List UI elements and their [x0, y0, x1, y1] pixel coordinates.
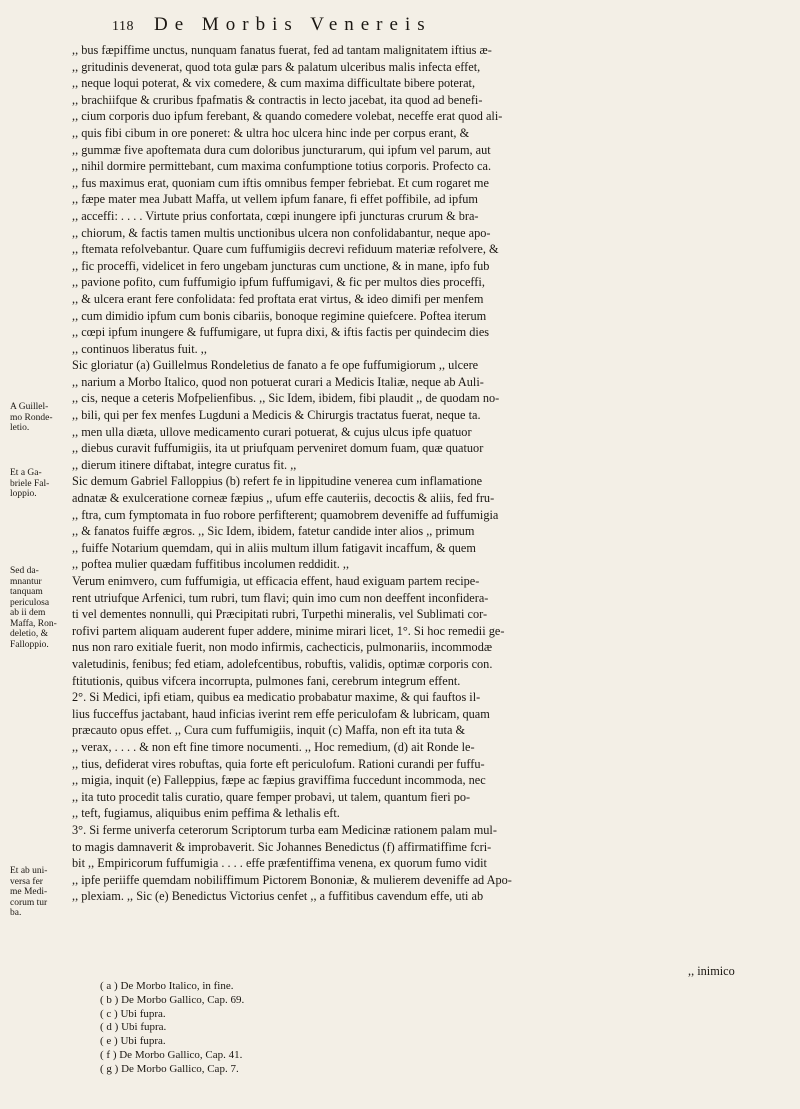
- text-line: ,, bili, qui per fex menfes Lugduni a Medicis & Chirurgis tractatus fuerat, neque ta.: [72, 408, 481, 423]
- text-line: ti vel dementes nonnulli, qui Præcipitati rubri, Turpethi mineralis, vel Sublimati cor-: [72, 607, 488, 622]
- text-line: ,, cium corporis duo ipfum ferebant, & quando comedere volebat, neceffe erat quod ali-: [72, 109, 503, 124]
- footnote: ( c ) Ubi fupra.: [100, 1007, 166, 1020]
- text-line: ,, fuiffe Notarium quemdam, qui in aliis multum illum fatigavit incaffum, & quem: [72, 540, 476, 555]
- text-line: ,, bus fæpiffime unctus, nunquam fanatus fuerat, fed ad tantam malignitatem iftius æ-: [72, 43, 492, 57]
- margin-notes: [0, 0, 64, 1109]
- text-line: Sic gloriatur (a) Guillelmus Rondeletius de fanato a fe ope fuffumigiorum ,, ulcere: [72, 358, 479, 373]
- text-line: rofivi partem aliquam auderent fuper addere, minime mirari licet, 1°. Si hoc remedii ge-: [72, 623, 505, 638]
- text-line: ,, plexiam. ,, Sic (e) Benedictus Victorius cenfet ,, a fuffitibus cavendum effe, uti ab: [72, 889, 484, 904]
- text-line: ,, ipfe periiffe quemdam nobiliffimum Pictorem Bononiæ, & mulierem deveniffe ad Apo-: [72, 872, 512, 887]
- text-line: to magis damnaverit & improbaverit. Sic Johannes Benedictus (f) affirmatiffime fcri-: [72, 839, 492, 854]
- text-line: ,, fic proceffi, videlicet in fero ungebam juncturas cum unctione, & in mane, ipfo fub: [72, 258, 490, 273]
- text-line: ,, fus maximus erat, quoniam cum iftis omnibus femper febriebat. Et cum rogaret me: [72, 175, 489, 190]
- text-line: ,, narium a Morbo Italico, quod non potuerat curari a Medicis Italiæ, neque ab Auli-: [72, 374, 484, 389]
- text-line: ,, diebus curavit fuffumigiis, ita ut priufquam perveniret domum fuam, quæ quatuor: [72, 441, 484, 456]
- footnote: ( a ) De Morbo Italico, in fine.: [100, 980, 234, 992]
- text-line: Sic demum Gabriel Falloppius (b) refert fe in lippitudine venerea cum inflamatione: [72, 474, 483, 489]
- text-line: ,, nihil dormire permittebant, cum maxima confumptione totius corporis. Profecto ca.: [72, 159, 492, 174]
- margin-note-text: A Guillel- mo Ronde- letio.: [10, 402, 53, 433]
- margin-note-text: Et a Ga- briele Fal- loppio.: [10, 468, 50, 499]
- text-line: ,, ftemata refolvebantur. Quare cum fuffumigiis decrevi refiduum materiæ refolvere, &: [72, 242, 499, 257]
- text-line: ,, brachiifque & cruribus fpafmatis & contractis in lecto jacebat, ita quod ad benefi-: [72, 92, 483, 107]
- footnote: ( e ) Ubi fupra.: [100, 1035, 166, 1048]
- text-line: ,, dierum itinere diftabat, integre curatus fit. ,,: [72, 457, 297, 472]
- text-line: ,, ita tuto procedit talis curatio, quare femper probavi, ut talem, quantum fieri po-: [72, 789, 471, 804]
- text-line: ,, tius, defiderat vires robuftas, quia forte eft periculofum. Rationi curandi per fuffu-: [72, 756, 485, 771]
- text-line: ,, ftra, cum fymptomata in fuo robore perfifterent; quamobrem deveniffe ad fuffumigia: [72, 507, 499, 522]
- text-line: ,, gummæ five apoftemata dura cum doloribus juncturarum, qui ipfum vel parum, aut: [72, 142, 491, 157]
- margin-note-medicorum: [10, 866, 70, 919]
- footnote: ( b ) De Morbo Gallico, Cap. 69.: [100, 993, 245, 1006]
- text-line: Verum enimvero, cum fuffumigia, ut efficacia effent, haud exiguam partem recipe-: [72, 574, 480, 588]
- text-line: ,, chiorum, & factis tamen multis unctionibus ulcera non confolidabantur, neque apo-: [72, 225, 491, 240]
- text-line: bit ,, Empiricorum fuffumigia . . . . effe præfentiffima venena, ex quorum fumo vidit: [72, 856, 487, 871]
- text-line: ,, & fanatos fuiffe ægros. ,, Sic Idem, ibidem, fatetur candide inter alios ,, primum: [72, 524, 475, 539]
- text-line: ,, men ulla diæta, ullove medicamento curari potuerat, & cujus ulcus ipfe quatuor: [72, 424, 472, 439]
- text-line: adnatæ & exulceratione corneæ fæpius ,, ufum effe cauteriis, decoctis & aliis, fed fru-: [72, 491, 495, 506]
- text-line: 2°. Si Medici, ipfi etiam, quibus ea medicatio probabatur maxime, & qui fauftos il-: [72, 690, 481, 705]
- page-header: [112, 14, 752, 36]
- text-line: ,, cis, neque a ceteris Mofpelienfibus. ,, Sic Idem, ibidem, fibi plaudit ,, de quodam no-: [72, 391, 500, 406]
- text-line: lius fucceffus jactabant, haud inficias iverint rem effe periculofam & lubricam, quam: [72, 706, 490, 721]
- margin-note-rondeletius: [10, 402, 70, 434]
- footnote: ( d ) Ubi fupra.: [100, 1021, 167, 1034]
- text-line: ,, fæpe mater mea Jubatt Maffa, ut vellem ipfum fanare, fi effet poffibile, ad ipfum: [72, 192, 479, 207]
- running-title: De Morbis Venereis: [154, 14, 432, 35]
- text-line: præcauto opus effet. ,, Cura cum fuffumigiis, inquit (c) Maffa, non eft ita tuta &: [72, 723, 466, 738]
- catchword: ,, inimico: [688, 964, 735, 978]
- text-line: ,, neque loqui poterat, & vix comedere, & cum maxima difficultate bibere poterat,: [72, 76, 476, 91]
- footnote: ( g ) De Morbo Gallico, Cap. 7.: [100, 1062, 239, 1075]
- text-line: ,, migia, inquit (e) Falleppius, fæpe ac fæpius graviffima fuccedunt incommoda, nec: [72, 773, 486, 788]
- footnote: ( f ) De Morbo Gallico, Cap. 41.: [100, 1048, 243, 1061]
- text-line: valetudinis, fenibus; fed etiam, adolefcentibus, robuftis, validis, optimæ corporis con.: [72, 656, 493, 671]
- text-line: nus non raro exitiale fuerit, non modo infirmis, cachecticis, pulmonariis, incommodæ: [72, 640, 493, 655]
- text-line: ,, & ulcera erant fere confolidata: fed proftata erat virtus, & ideo dimifi per menfem: [72, 291, 484, 306]
- text-line: ,, continuos liberatus fuit. ,,: [72, 341, 207, 356]
- margin-note-text: Sed da- mnantur tanquam periculosa ab ii dem Maffa, Ron- deletio, & Falloppio.: [10, 566, 57, 650]
- margin-note-falloppio: [10, 468, 70, 500]
- text-line: ,, gritudinis devenerat, quod tota gulæ pars & palatum ulceribus malis infecta effet,: [72, 59, 481, 74]
- text-line: ,, cœpi ipfum inungere & fuffumigare, ut fupra dixi, & iftis factis per quindecim dies: [72, 325, 490, 340]
- margin-note-damnantur: [10, 566, 70, 650]
- body-text: [72, 42, 762, 905]
- text-line: 3°. Si ferme univerfa ceterorum Scriptorum turba eam Medicinæ rationem palam mul-: [72, 822, 497, 837]
- text-line: ,, teft, fugiamus, aliquibus enim peffima & lethalis eft.: [72, 806, 340, 821]
- text-line: ,, quis fibi cibum in ore poneret: & ultra hoc ulcera hinc inde per corpus erant, &: [72, 125, 470, 140]
- footnotes: [100, 980, 400, 1077]
- text-line: ,, pavione pofito, cum fuffumigio ipfum fuffumigavi, & fic per multos dies proceffi,: [72, 275, 485, 290]
- text-line: ,, poftea mulier quædam fuffitibus incolumen reddidit. ,,: [72, 557, 350, 572]
- text-line: ,, cum dimidio ipfum cum bonis cibariis, bonoque regimine quiefcere. Poftea iterum: [72, 308, 487, 323]
- text-line: ,, acceffi: . . . . Virtute prius confortata, cœpi inungere ipfi juncturas crurum & bra-: [72, 208, 479, 223]
- margin-note-text: Et ab uni- versa fer me Medi- corum tur ba.: [10, 866, 48, 918]
- page-number: 118: [112, 19, 134, 34]
- text-line: ftitutionis, quibus vifcera incorrupta, pulmones fani, cerebrum integrum effent.: [72, 673, 461, 688]
- text-line: rent utriufque Arfenici, tum rubri, tum flavi; quin imo cum non deeffent inconfidera-: [72, 590, 489, 605]
- text-line: ,, verax, . . . . & non eft fine timore nocumenti. ,, Hoc remedium, (d) ait Ronde le-: [72, 739, 475, 754]
